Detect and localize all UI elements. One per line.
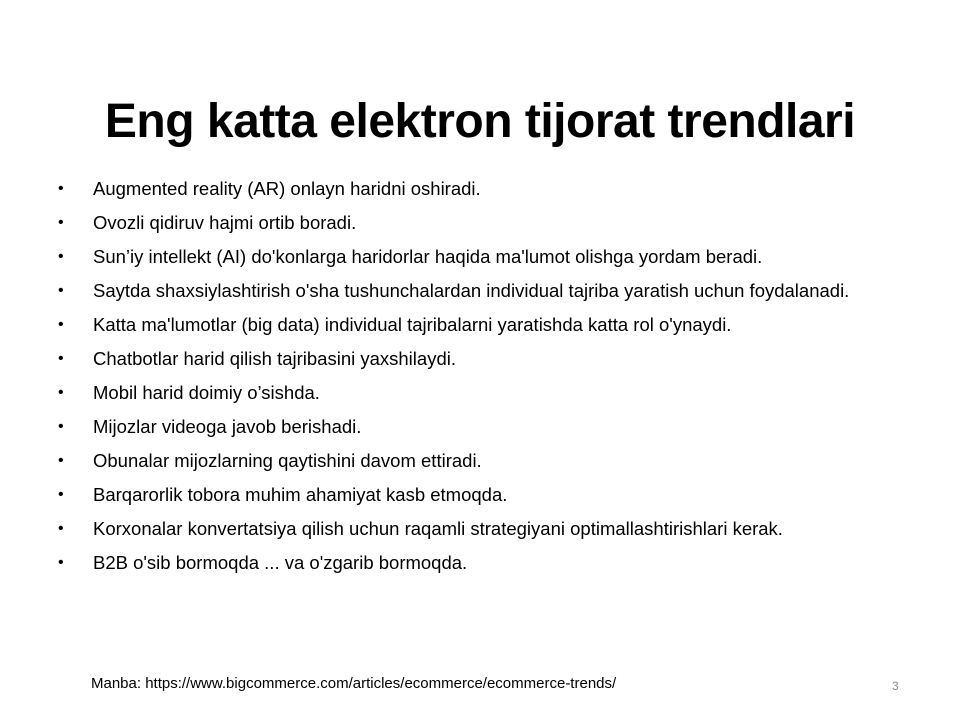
slide-title: Eng katta elektron tijorat trendlari	[104, 95, 856, 149]
bullet-icon: •	[58, 384, 64, 401]
list-item	[58, 310, 918, 339]
list-item	[58, 378, 918, 407]
bullet-text: Saytda shaxsiylashtirish o'sha tushunchalardan individual tajriba yaratish uchun foydalanadi.	[93, 280, 850, 301]
list-item	[58, 174, 918, 203]
bullet-text: Barqarorlik tobora muhim ahamiyat kasb etmoqda.	[93, 484, 508, 505]
list-item	[58, 446, 918, 475]
bullet-text: Korxonalar konvertatsiya qilish uchun raqamli strategiyani optimallashtirishlari kerak.	[93, 518, 783, 539]
list-item	[58, 344, 918, 373]
bullet-text: Chatbotlar harid qilish tajribasini yaxshilaydi.	[93, 348, 456, 369]
bullet-list	[58, 174, 918, 582]
bullet-icon: •	[58, 350, 64, 367]
list-item	[58, 242, 918, 271]
list-item	[58, 514, 918, 543]
bullet-text: Ovozli qidiruv hajmi ortib boradi.	[93, 212, 357, 233]
bullet-icon: •	[58, 316, 64, 333]
bullet-icon: •	[58, 248, 64, 265]
bullet-text: Obunalar mijozlarning qaytishini davom ettiradi.	[93, 450, 482, 471]
list-item	[58, 276, 918, 305]
bullet-icon: •	[58, 180, 64, 197]
bullet-icon: •	[58, 452, 64, 469]
list-item	[58, 548, 918, 577]
page-number: 3	[892, 679, 899, 693]
bullet-text: Mobil harid doimiy o’sishda.	[93, 382, 320, 403]
bullet-icon: •	[58, 214, 64, 231]
list-item	[58, 208, 918, 237]
bullet-text: Augmented reality (AR) onlayn haridni oshiradi.	[93, 178, 481, 199]
list-item	[58, 480, 918, 509]
bullet-icon: •	[58, 282, 64, 299]
bullet-text: Sun’iy intellekt (AI) do'konlarga haridorlar haqida ma'lumot olishga yordam beradi.	[93, 246, 763, 267]
bullet-icon: •	[58, 554, 64, 571]
bullet-text: B2B o'sib bormoqda ... va o'zgarib bormoqda.	[93, 552, 468, 573]
bullet-text: Mijozlar videoga javob berishadi.	[93, 416, 362, 437]
bullet-text: Katta ma'lumotlar (big data) individual tajribalarni yaratishda katta rol o'ynaydi.	[93, 314, 732, 335]
source-citation: Manba: https://www.bigcommerce.com/articles/ecommerce/ecommerce-trends/	[91, 675, 617, 692]
bullet-icon: •	[58, 520, 64, 537]
bullet-icon: •	[58, 486, 64, 503]
bullet-icon: •	[58, 418, 64, 435]
list-item	[58, 412, 918, 441]
